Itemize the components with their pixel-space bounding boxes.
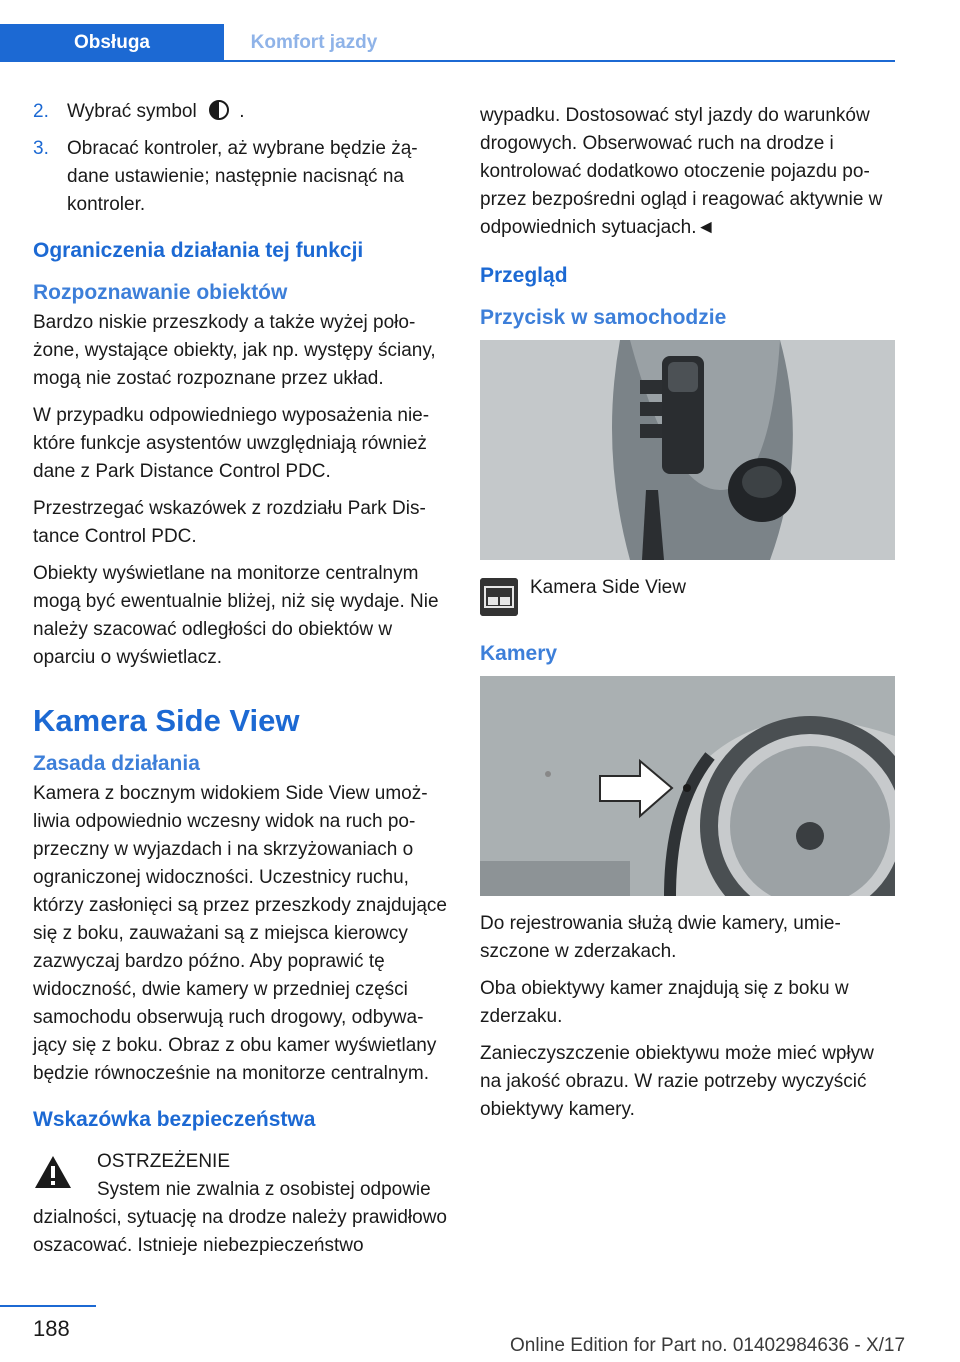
left-column: [33, 98, 448, 1260]
header-rule: [0, 60, 895, 62]
front-bumper-camera-photo: [480, 676, 895, 896]
footer-rule: [0, 1305, 96, 1307]
side-view-button-row: [480, 574, 900, 620]
heading-overview: Przegląd: [480, 264, 568, 287]
step-text: Wybrać symbol: [67, 101, 202, 122]
edition-footer: Online Edition for Part no. 01402984636 - X/17: [510, 1335, 906, 1356]
step-number: 2.: [33, 101, 49, 122]
side-view-camera-button-icon[interactable]: [480, 578, 518, 616]
paragraph: Przestrzegać wskazówek z rozdziału Park Distance Control PDC.: [33, 498, 426, 547]
paragraph: Do rejestrowania służą dwie kamery, umieszczone w zderzakach.: [480, 913, 841, 962]
heading-detection: Rozpoznawanie obiektów: [33, 281, 288, 304]
paragraph: Zanieczyszczenie obiektywu może mieć wpływ na jakość obrazu. W razie potrzeby wyczyścić obiektywy kamery.: [480, 1043, 874, 1120]
step-2: [33, 98, 448, 126]
paragraph: Kamera z bocznym widokiem Side View umożliwia odpowiednio wczesny widok na ruch poprzeczny w wyjazdach i na skrzyżowaniach o ograniczonej widoczności. Uczestnicy ruchu, którzy zasłonięci są przez przeszkody znajdujące się z boku, zauważani są z miejsca kierowcy zazwyczaj bardzo późno. Aby poprawić tę widoczność, dwie kamery w przedniej części samochodu obserwują ruch drogowy, odbywający się z boku. Obraz z obu kamer wyświetlany będzie równocześnie na monitorze centralnym.: [33, 783, 447, 1084]
heading-principle: Zasada działania: [33, 752, 200, 775]
heading-safety: Wskazówka bezpieczeństwa: [33, 1108, 316, 1131]
paragraph: W przypadku odpowiedniego wyposażenia niektóre funkcje asystentów uwzględniają również dane z Park Distance Control PDC.: [33, 405, 430, 482]
warning-block: [33, 1148, 448, 1260]
step-number: 3.: [33, 138, 49, 159]
page-header: [0, 24, 895, 62]
tab-obsluga[interactable]: Obsługa: [0, 24, 224, 60]
warning-text-2: dzialności, sytuację na drodze należy prawidłowo oszacować. Istnieje niebezpieczeństwo: [33, 1207, 448, 1256]
heading-limits: Ograniczenia działania tej funkcji: [33, 239, 364, 262]
contrast-half-circle-icon: [208, 99, 230, 121]
warning-title: OSTRZEŻENIE: [97, 1151, 231, 1172]
paragraph: Bardzo niskie przeszkody a także wyżej położone, wystające obiekty, jak np. występy ściany, mogą nie zostać rozpoznane przez układ.: [33, 312, 436, 389]
right-column: [480, 102, 900, 1133]
paragraph: wypadku. Dostosować styl jazdy do warunków drogowych. Obserwować ruch na drodze i kontrolować dodatkowo otoczenie pojazdu poprzez bezpośredni ogląd i reagować aktywnie w odpowiednich sytuacjach.◄: [480, 105, 883, 238]
paragraph: Obiekty wyświetlane na monitorze centralnym mogą być ewentualnie bliżej, niż się wydaje. Nie należy szacować odległości do obiektów w oparciu o wyświetlacz.: [33, 563, 439, 668]
warning-text-1: System nie zwalnia z osobistej odpowie: [97, 1179, 431, 1200]
heading-button: Przycisk w samochodzie: [480, 306, 727, 329]
center-console-photo: [480, 340, 895, 560]
paragraph: Oba obiektywy kamer znajdują się z boku w zderzaku.: [480, 978, 849, 1027]
warning-triangle-icon: [33, 1154, 73, 1190]
step-text-end: .: [239, 101, 245, 122]
page-number: 188: [33, 1316, 70, 1341]
step-3: [33, 135, 448, 219]
button-label: Kamera Side View: [530, 577, 686, 598]
step-text: Obracać kontroler, aż wybrane będzie żądane ustawienie; następnie nacisnąć na kontroler.: [67, 138, 418, 215]
heading-cameras: Kamery: [480, 642, 558, 665]
heading-side-view: Kamera Side View: [33, 703, 300, 738]
tab-komfort-jazdy[interactable]: Komfort jazdy: [250, 32, 378, 53]
